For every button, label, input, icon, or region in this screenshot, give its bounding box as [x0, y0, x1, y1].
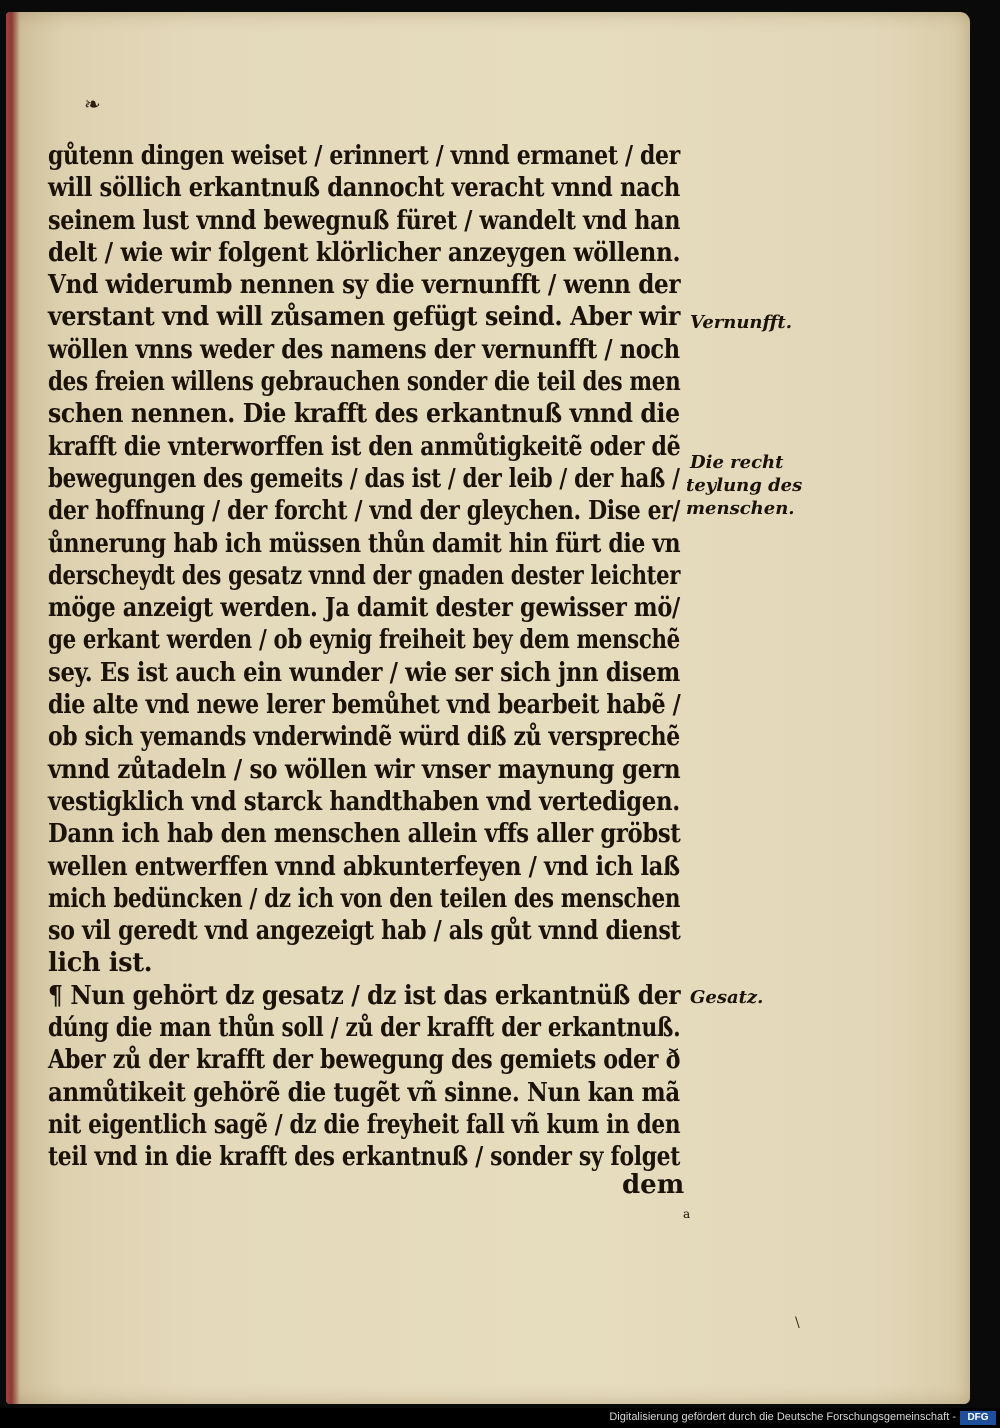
text-line: ¶ Nun gehört dz gesatz / dz ist das erkantnüß der [48, 980, 681, 1011]
text-line: Vnd widerumb nennen sy die vernunfft / wenn der [48, 270, 681, 301]
page-edge [6, 12, 20, 1404]
text-line: die alte vnd newe lerer bemůhet vnd bearbeit habẽ / [48, 690, 681, 721]
stray-ink-mark: \ [795, 1315, 800, 1331]
text-line: sey. Es ist auch ein wunder / wie ser sich jnn disem [48, 657, 680, 688]
marginal-note-teylung-2: teylung des [686, 475, 803, 496]
text-line: delt / wie wir folgent klörlicher anzeygen wöllenn. [48, 237, 681, 268]
text-line: Aber zů der krafft der bewegung des gemiets oder ð [48, 1045, 681, 1076]
text-line: ůnnerung hab ich müssen thůn damit hin fürt die vn [48, 528, 681, 559]
marginal-note-teylung-3: menschen. [686, 498, 795, 519]
text-line: gůtenn dingen weiset / erinnert / vnnd ermanet / der [48, 141, 680, 171]
text-line: will söllich erkantnuß dannocht veracht vnnd nach [48, 173, 681, 204]
marginal-note-gesatz: Gesatz. [690, 987, 764, 1008]
text-line: des freien willens gebrauchen sonder die teil des men [48, 367, 681, 398]
text-line: bewegungen des gemeits / das ist / der leib / der haß / [48, 463, 680, 494]
dfg-logo-icon: DFG [960, 1411, 996, 1425]
text-line: wöllen vnns weder des namens der vernunfft / noch [48, 334, 680, 365]
text-line: derscheydt des gesatz vnnd der gnaden dester leichter [48, 560, 681, 591]
text-line: so vil geredt vnd angezeigt hab / als gůt vnnd dienst [48, 916, 681, 947]
text-line: seinem lust vnnd bewegnuß füret / wandelt vnd han [48, 205, 681, 236]
ornament-mark: ❧ [84, 92, 101, 116]
footer-credit: Digitalisierung gefördert durch die Deutsche Forschungsgemeinschaft - [609, 1411, 956, 1423]
text-line: teil vnd in die krafft des erkantnuß / sonder sy folget [48, 1142, 680, 1173]
text-line: krafft die vnterworffen ist den anmůtigkeitẽ oder dẽ [48, 431, 681, 462]
main-text-block [48, 140, 688, 1174]
text-line: vnnd zůtadeln / so wöllen wir vnser maynung gern [48, 754, 681, 785]
catchword: dem [622, 1170, 685, 1200]
text-line: wellen entwerffen vnnd abkunterfeyen / vnd ich laß [48, 851, 680, 882]
text-line: ge erkant werden / ob eynig freiheit bey dem menschẽ [48, 625, 680, 656]
text-line: schen nennen. Die krafft des erkantnuß vnnd die [48, 399, 680, 430]
text-line: nit eigentlich sagẽ / dz die freyheit fall vñ kum in den [48, 1109, 681, 1140]
text-line: mich bedüncken / dz ich von den teilen des menschen [48, 883, 681, 914]
text-line: dúng die man thůn soll / zů der krafft der erkantnuß. [48, 1013, 681, 1044]
marginal-note-teylung-1: Die recht [690, 452, 784, 473]
text-line: verstant vnd will zůsamen gefügt seind. Aber wir [48, 302, 680, 333]
text-line: Dann ich hab den menschen allein vffs aller gröbst [48, 819, 681, 850]
signature-mark: a [683, 1207, 691, 1221]
text-line: anmůtikeit gehörẽ die tugẽt vñ sinne. Nun kan mã [48, 1077, 680, 1108]
text-line: vestigklich vnd starck handthaben vnd vertedigen. [48, 786, 680, 817]
text-line: ob sich yemands vnderwindẽ würd diß zů versprechẽ [48, 722, 680, 753]
marginal-note-vernunfft: Vernunfft. [690, 312, 792, 333]
text-line: der hoffnung / der forcht / vnd der gleychen. Dise er/ [48, 496, 681, 527]
footer-bar [0, 1408, 1000, 1428]
text-line: möge anzeigt werden. Ja damit dester gewisser mö/ [48, 593, 680, 624]
text-line: lich ist. [48, 948, 153, 979]
